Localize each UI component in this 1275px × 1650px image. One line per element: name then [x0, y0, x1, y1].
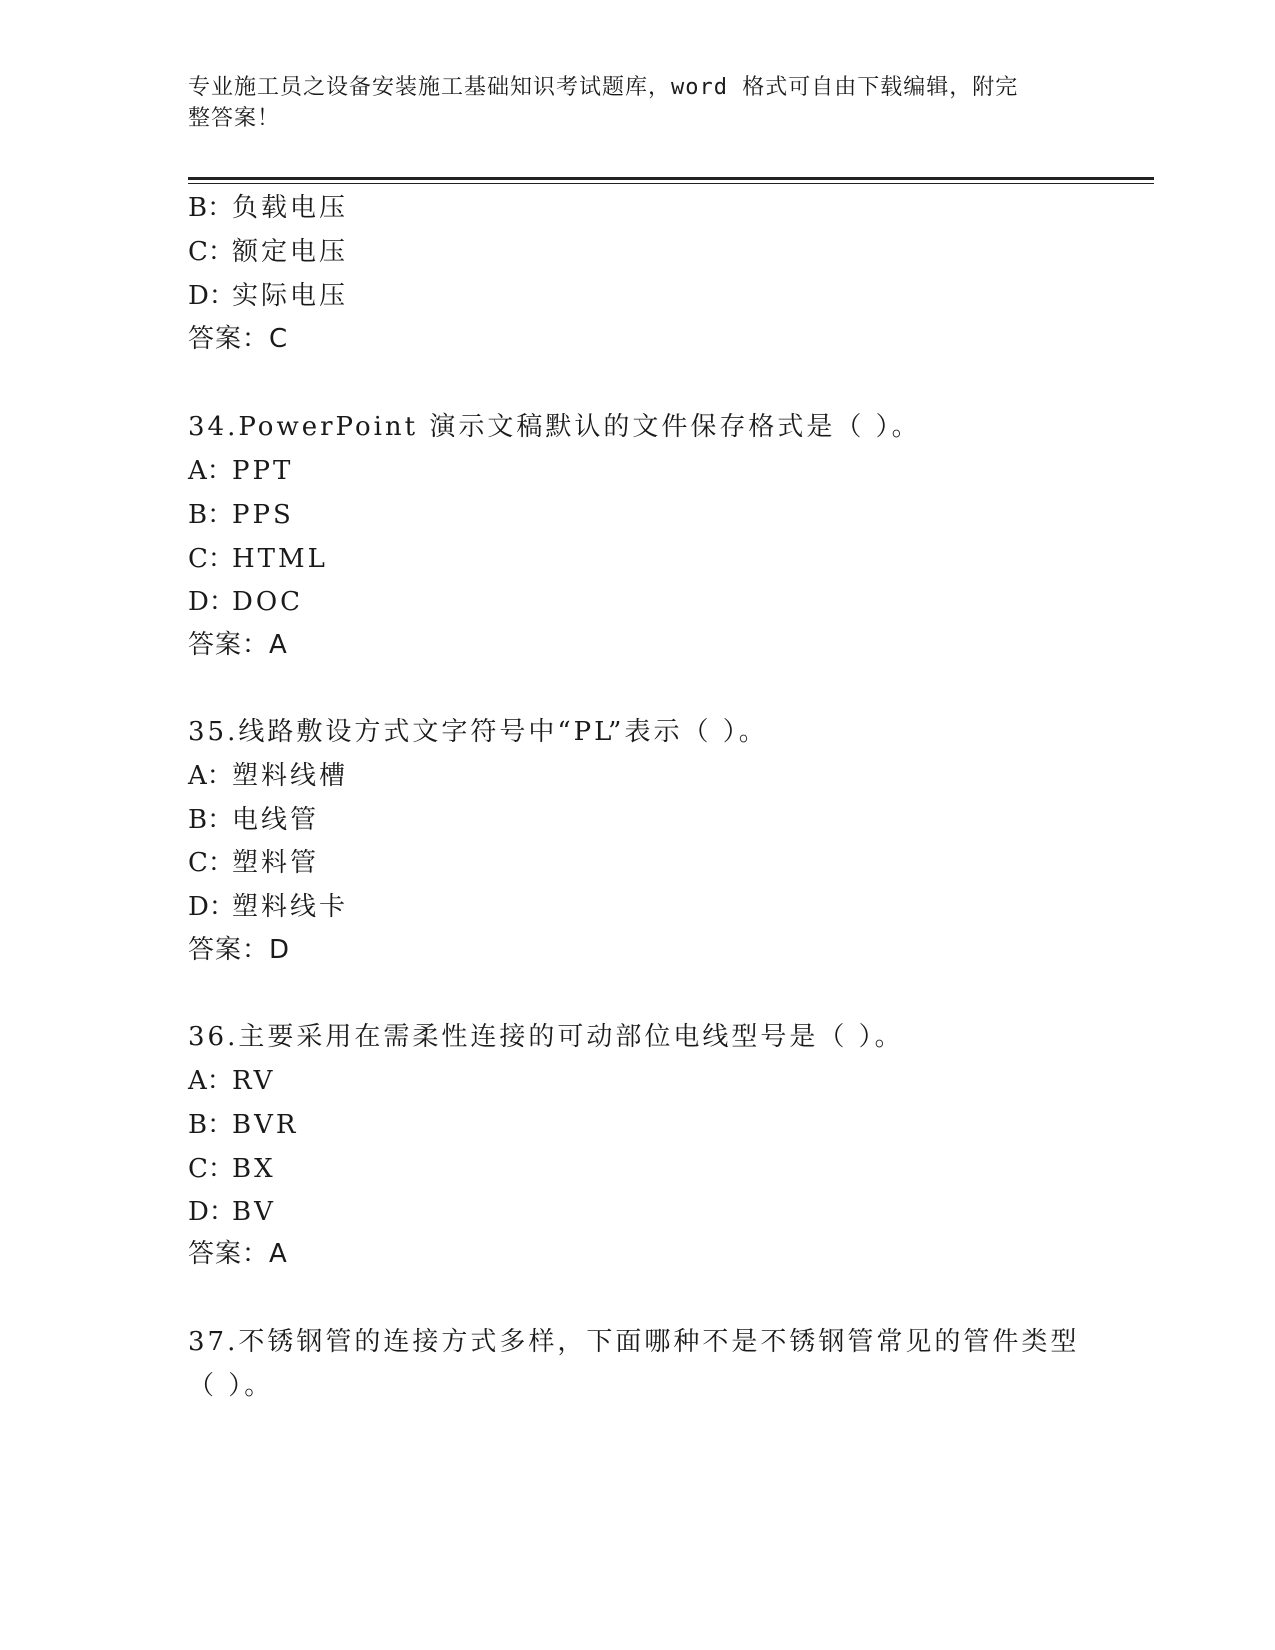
option-letter: A： [188, 1066, 233, 1096]
option-letter: D： [188, 587, 235, 617]
document-header [188, 72, 1068, 134]
answer-label: 答案： [188, 630, 270, 660]
question-stem-continuation: （ ）。 [188, 1371, 274, 1401]
option-letter: C： [188, 848, 234, 878]
answer-line [188, 629, 288, 661]
option-letter: A： [188, 456, 233, 486]
answer-value: C [269, 324, 289, 354]
option-item [188, 280, 348, 312]
header-rule-thick [188, 177, 1154, 180]
answer-label: 答案： [188, 935, 270, 965]
option-text: HTML [232, 544, 328, 574]
option-text: RV [232, 1066, 276, 1096]
option-text: 塑料线槽 [232, 761, 349, 791]
option-letter: D： [188, 1197, 235, 1227]
answer-line [188, 934, 290, 966]
answer-value: D [269, 935, 291, 965]
question-stem: 36.主要采用在需柔性连接的可动部位电线型号是（ ）。 [188, 1022, 904, 1052]
option-text: 额定电压 [232, 237, 349, 267]
option-item [188, 1109, 298, 1141]
answer-value: A [269, 1239, 288, 1269]
answer-line [188, 1238, 288, 1270]
answer-label: 答案： [188, 324, 270, 354]
header-rule-thin [188, 183, 1154, 184]
header-text-line1: 专业施工员之设备安装施工基础知识考试题库，word 格式可自由下载编辑，附完 [188, 75, 1019, 100]
option-letter: B： [188, 193, 234, 223]
option-item [188, 586, 303, 618]
option-item [188, 236, 348, 268]
question-stem: 37.不锈钢管的连接方式多样，下面哪种不是不锈钢管常见的管件类型 [188, 1327, 1080, 1357]
option-item [188, 1153, 276, 1185]
option-text: DOC [232, 587, 304, 617]
option-item [188, 543, 328, 575]
option-text: PPS [232, 500, 294, 530]
option-text: BVR [232, 1110, 299, 1140]
option-letter: C： [188, 237, 234, 267]
option-letter: B： [188, 500, 234, 530]
option-letter: D： [188, 281, 235, 311]
option-text: 电线管 [232, 805, 320, 835]
option-letter: B： [188, 805, 234, 835]
option-text: 实际电压 [232, 281, 349, 311]
question-stem: 34.PowerPoint 演示文稿默认的文件保存格式是（ ）。 [188, 412, 921, 442]
option-text: BX [232, 1154, 276, 1184]
option-text: BV [232, 1197, 276, 1227]
option-item [188, 1065, 275, 1097]
header-text-line2: 整答案！ [188, 106, 281, 131]
option-item [188, 192, 348, 224]
option-item [188, 760, 348, 792]
option-letter: A： [188, 761, 233, 791]
option-text: PPT [232, 456, 294, 486]
question-stem: 35.线路敷设方式文字符号中“PL”表示（ ）。 [188, 717, 768, 747]
option-letter: D： [188, 892, 235, 922]
option-text: 负载电压 [232, 193, 349, 223]
option-letter: C： [188, 544, 234, 574]
option-item [188, 804, 319, 836]
answer-label: 答案： [188, 1239, 270, 1269]
option-letter: C： [188, 1154, 234, 1184]
option-item [188, 499, 294, 531]
answer-value: A [269, 630, 288, 660]
option-text: 塑料线卡 [232, 892, 349, 922]
option-text: 塑料管 [232, 848, 320, 878]
option-item [188, 891, 348, 923]
option-item [188, 1196, 276, 1228]
option-item [188, 455, 293, 487]
option-item [188, 847, 319, 879]
option-letter: B： [188, 1110, 234, 1140]
answer-line [188, 323, 288, 355]
